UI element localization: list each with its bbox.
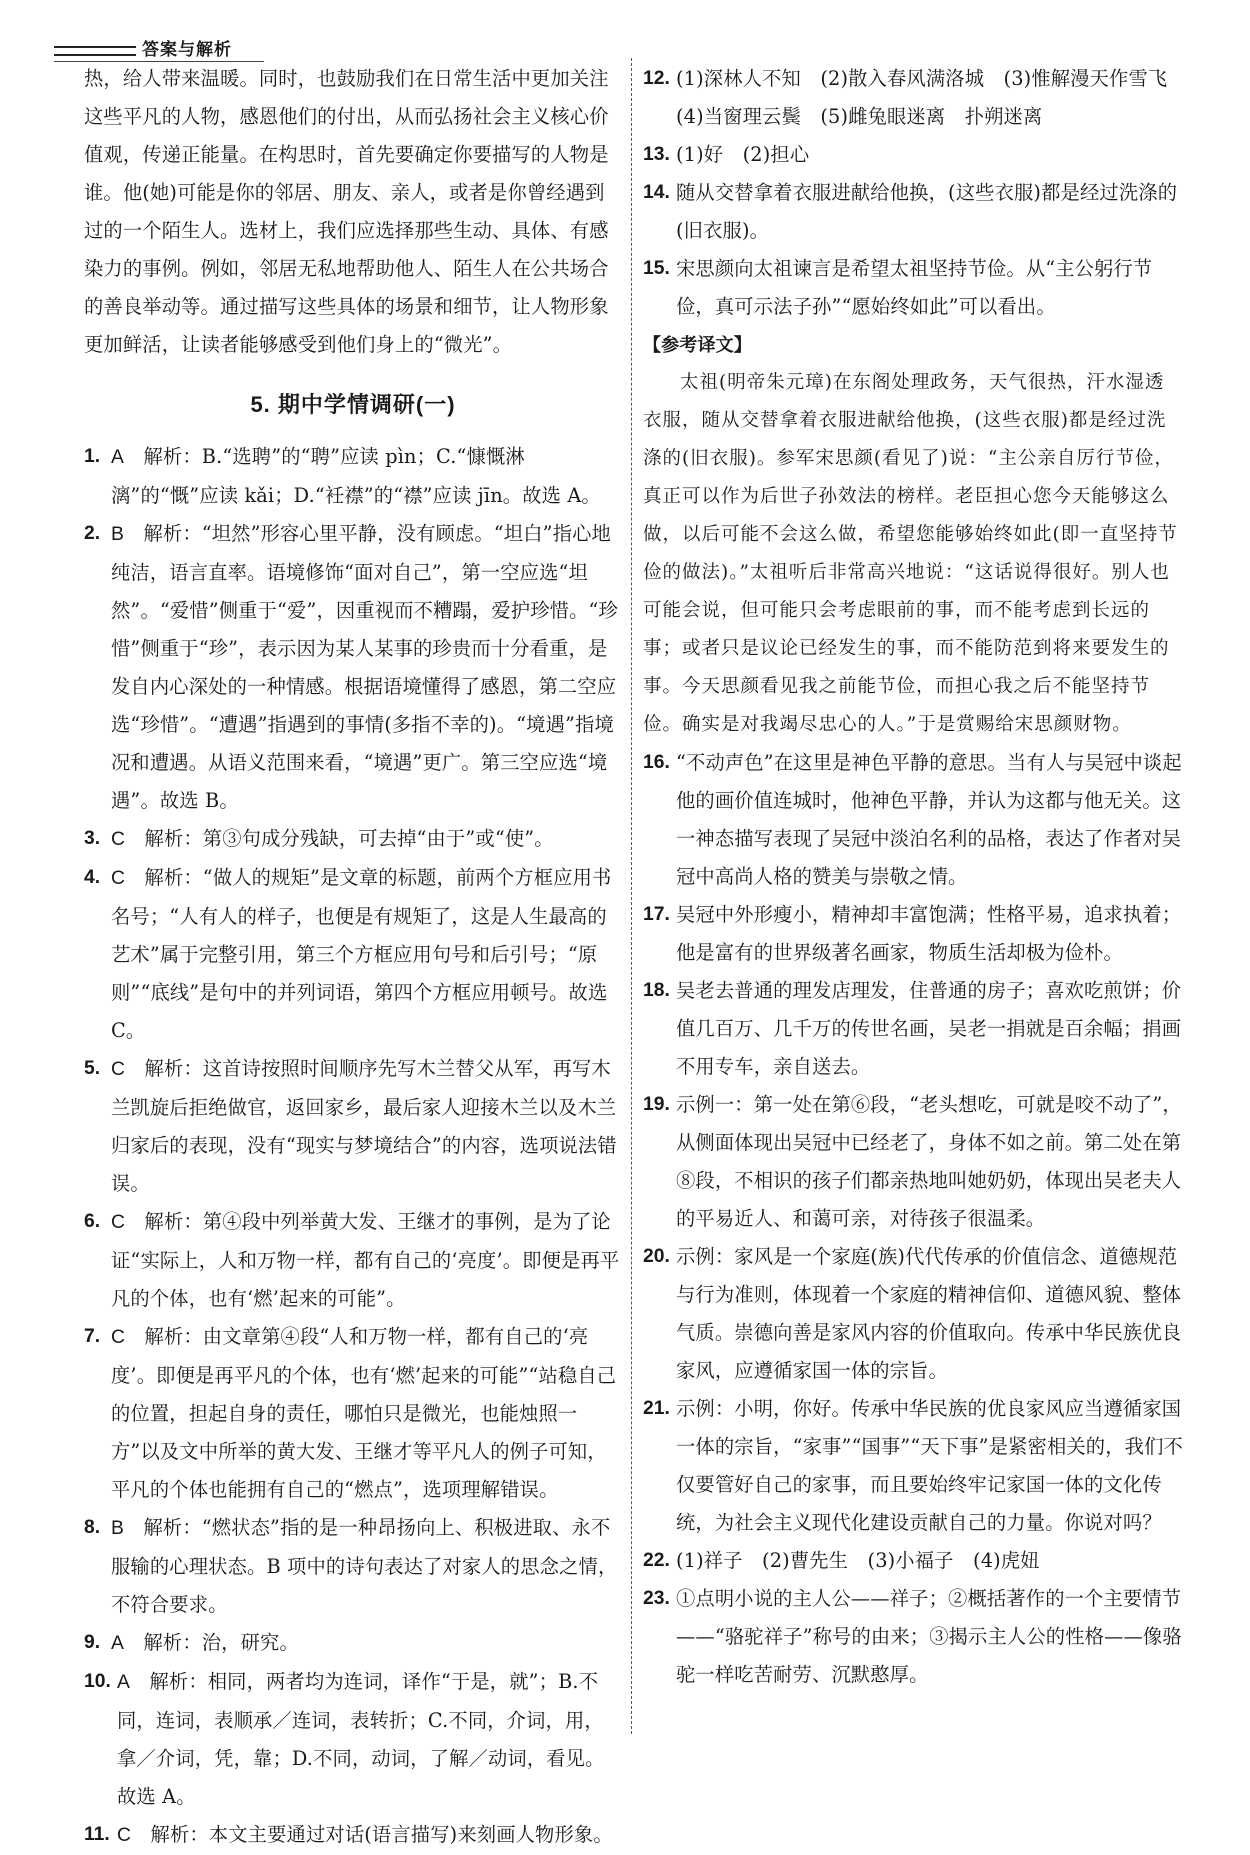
answer-number: 1. [84,446,101,467]
answer-number: 11. [84,1824,110,1845]
answer-text: 解析：B.“选聘”的“聘”应读 pìn；C.“慷慨淋漓”的“慨”应读 kǎi；D.“衽襟”的“襟”应读 jīn。故选 A。 [111,445,601,507]
answer-text: 解析：这首诗按照时间顺序先写木兰替父从军，再写木兰凯旋后拒绝做官，返回家乡，最后家人迎接木兰以及木兰归家后的表现，没有“现实与梦境结合”的内容，选项说法错误。 [111,1057,617,1195]
answer-item [84,1203,622,1318]
answer-choice: B [111,1518,125,1539]
answer-number: 14. [643,182,670,203]
right-answer-list-top [643,60,1187,326]
column-divider [631,58,632,1734]
answer-choice: C [111,1059,126,1080]
answer-item [84,1509,622,1624]
answer-number: 8. [84,1517,101,1538]
answer-text: 宋思颜向太祖谏言是希望太祖坚持节俭。从“主公躬行节俭，真可示法子孙”“愿始终如此”可以看出。 [676,257,1153,318]
answer-number: 16. [643,752,670,773]
answer-item [84,1663,622,1816]
answer-text: 示例：家风是一个家庭(族)代代传承的价值信念、道德规范与行为准则，体现着一个家庭的精神信仰、道德风貌、整体气质。崇德向善是家风内容的价值取向。传承中华民族优良家风，应遵循家国一体的宗旨。 [676,1245,1182,1382]
answer-number: 19. [643,1094,670,1115]
left-column [84,60,622,1855]
answer-item [84,820,622,859]
answer-item [643,250,1183,326]
answer-number: 12. [643,68,670,89]
answer-text: 解析：“做人的规矩”是文章的标题，前两个方框应用书名号；“人有人的样子，也便是有规矩了，这是人生最高的艺术”属于完整引用，第三个方框应用句号和后引号；“原则”“底线”是句中的并列词语，第四个方框应用顿号。故选 C。 [111,866,612,1042]
answer-number: 22. [643,1550,670,1571]
answer-item [643,60,1187,136]
reference-translation: 太祖(明帝朱元璋)在东阁处理政务，天气很热，汗水湿透衣服，随从交替拿着衣服进献给他换，(这些衣服)都是经过洗涤的(旧衣服)。参军宋思颜(看见了)说：“主公亲自厉行节俭，真正可以作为后世子孙效法的榜样。老臣担心您今天能够这么做，以后可能不会这么做，希望您能够始终如此(即一直坚持节俭的做法)。”太祖听后非常高兴地说：“这话说得很好。别人也可能会说，但可能只会考虑眼前的事，而不能考虑到长远的事；或者只是议论已经发生的事，而不能防范到将来要发生的事。今天思颜看见我之前能节俭，而担心我之后不能坚持节俭。确实是对我竭尽忠心的人。”于是赏赐给宋思颜财物。 [643,372,1178,735]
answer-text: 随从交替拿着衣服进献给他换，(这些衣服)都是经过洗涤的(旧衣服)。 [676,181,1178,242]
answer-item [643,1086,1183,1238]
header-double-rule [54,46,136,56]
answer-text: (1)祥子 (2)曹先生 (3)小福子 (4)虎妞 [676,1549,1040,1572]
answer-number: 20. [643,1246,670,1267]
answer-item [84,859,622,1050]
answer-number: 21. [643,1398,670,1419]
answer-item [84,438,622,515]
right-column [643,60,1187,1694]
answer-text: 解析：本文主要通过对话(语言描写)来刻画人物形象。 [150,1823,613,1846]
header-label: 答案与解析 [142,40,232,60]
section-title: 5. 期中学情调研(一) [250,392,456,417]
answer-choice: B [111,524,125,545]
answer-number: 18. [643,980,670,1001]
answer-item [643,896,1183,972]
answer-number: 23. [643,1588,670,1609]
answer-text: 解析：“坦然”形容心里平静，没有顾虑。“坦白”指心地纯洁，语言直率。语境修饰“面对自己”，第一空应选“坦然”。“爱惜”侧重于“爱”，因重视而不糟蹋，爱护珍惜。“珍惜”侧重于“珍”，表示因为某人某事的珍贵而十分看重，是发自内心深处的一种情感。根据语境懂得了感恩，第二空应选“珍惜”。“遭遇”指遇到的事情(多指不幸的)。“境遇”指境况和遭遇。从语义范围来看，“境遇”更广。第三空应选“境遇”。故选 B。 [111,522,618,812]
answer-choice: C [111,1327,126,1348]
answer-number: 7. [84,1326,101,1347]
answer-item [643,1542,1183,1580]
answer-item [84,515,622,820]
answer-text: 解析：第④段中列举黄大发、王继才的事例，是为了论证“实际上，人和万物一样，都有自己的‘亮度’。即便是再平凡的个体，也有‘燃’起来的可能”。 [111,1210,620,1310]
answer-text: 解析：由文章第④段“人和万物一样，都有自己的‘亮度’。即便是再平凡的个体，也有‘燃’起来的可能”“站稳自己的位置，担起自身的责任，哪怕只是微光，也能烛照一方”以及文中所举的黄大发、王继才等平凡人的例子可知，平凡的个体也能拥有自己的“燃点”，选项理解错误。 [111,1325,617,1501]
answer-text: ①点明小说的主人公——祥子；②概括著作的一个主要情节——“骆驼祥子”称号的由来；③揭示主人公的性格——像骆驼一样吃苦耐劳、沉默憨厚。 [676,1587,1182,1686]
answer-item [643,174,1183,250]
page-header [54,36,264,60]
answer-text: 解析：治，研究。 [143,1631,299,1654]
answer-number: 17. [643,904,670,925]
reference-translation-heading: 【参考译文】 [643,335,752,355]
intro-paragraph: 热，给人带来温暖。同时，也鼓励我们在日常生活中更加关注这些平凡的人物，感恩他们的付出，从而弘扬社会主义核心价值观，传递正能量。在构思时，首先要确定你要描写的人物是谁。他(她)可能是你的邻居、朋友、亲人，或者是你曾经遇到过的一个陌生人。选材上，我们应选择那些生动、具体、有感染力的事例。例如，邻居无私地帮助他人、陌生人在公共场合的善良举动等。通过描写这些具体的场景和细节，让人物形象更加鲜活，让读者能够感受到他们身上的“微光”。 [84,67,609,356]
answer-item [643,1580,1183,1694]
answer-item [643,744,1183,896]
answer-choice: A [117,1672,131,1693]
answer-text: 吴老去普通的理发店理发，住普通的房子；喜欢吃煎饼；价值几百万、几千万的传世名画，吴老一捐就是百余幅；捐画不用专车，亲自送去。 [676,979,1182,1078]
answer-text: 解析：第③句成分残缺，可去掉“由于”或“使”。 [144,827,554,850]
answer-text: 吴冠中外形瘦小，精神却丰富饱满；性格平易，追求执着；他是富有的世界级著名画家，物质生活却极为俭朴。 [676,903,1182,964]
answer-item [643,1390,1183,1542]
answer-item [84,1816,622,1855]
answer-text: 示例：小明，你好。传承中华民族的优良家风应当遵循家国一体的宗旨，“家事”“国事”“天下事”是紧密相关的，我们不仅要管好自己的家事，而且要始终牢记家国一体的文化传统，为社会主义现代化建设贡献自己的力量。你说对吗？ [676,1397,1183,1534]
right-answer-list-bottom [643,744,1183,1694]
answer-number: 10. [84,1671,111,1692]
answer-number: 9. [84,1632,101,1653]
answer-choice: A [111,1633,125,1654]
answer-number: 13. [643,144,670,165]
answer-item [643,972,1183,1086]
answer-text: (1)好 (2)担心 [676,143,810,166]
answer-item [84,1318,622,1509]
answer-item [84,1624,622,1663]
answer-number: 15. [643,258,670,279]
answer-choice: C [117,1825,132,1846]
answer-choice: C [111,1212,126,1233]
answer-number: 3. [84,828,101,849]
answer-item [84,1050,622,1203]
answer-text: 解析：“燃状态”指的是一种昂扬向上、积极进取、永不服输的心理状态。B 项中的诗句表达了对家人的思念之情，不符合要求。 [111,1516,618,1616]
answer-number: 6. [84,1211,101,1232]
answer-choice: C [111,829,126,850]
answer-number: 5. [84,1058,101,1079]
answer-item [643,1238,1183,1390]
left-answer-list [84,438,622,1855]
answer-text: 示例一：第一处在第⑥段，“老头想吃，可就是咬不动了”，从侧面体现出吴冠中已经老了，身体不如之前。第二处在第⑧段，不相识的孩子们都亲热地叫她奶奶，体现出吴老夫人的平易近人、和蔼可亲，对待孩子很温柔。 [676,1093,1182,1230]
answer-choice: A [111,447,125,468]
answer-number: 2. [84,523,101,544]
answer-choice: C [111,868,126,889]
answer-number: 4. [84,867,101,888]
answer-text: “不动声色”在这里是神色平静的意思。当有人与吴冠中谈起他的画价值连城时，他神色平静，并认为这都与他无关。这一神态描写表现了吴冠中淡泊名利的品格，表达了作者对吴冠中高尚人格的赞美与崇敬之情。 [676,751,1182,888]
answer-text: (1)深林人不知 (2)散入春风满洛城 (3)惟解漫天作雪飞 (4)当窗理云鬓 (5)雌兔眼迷离 扑朔迷离 [676,67,1187,128]
answer-text: 解析：相同，两者均为连词，译作“于是，就”；B.不同，连词，表顺承／连词，表转折；C.不同，介词，用，拿／介词，凭，靠；D.不同，动词，了解／动词，看见。故选 A。 [117,1670,605,1808]
answer-item [643,136,1183,174]
